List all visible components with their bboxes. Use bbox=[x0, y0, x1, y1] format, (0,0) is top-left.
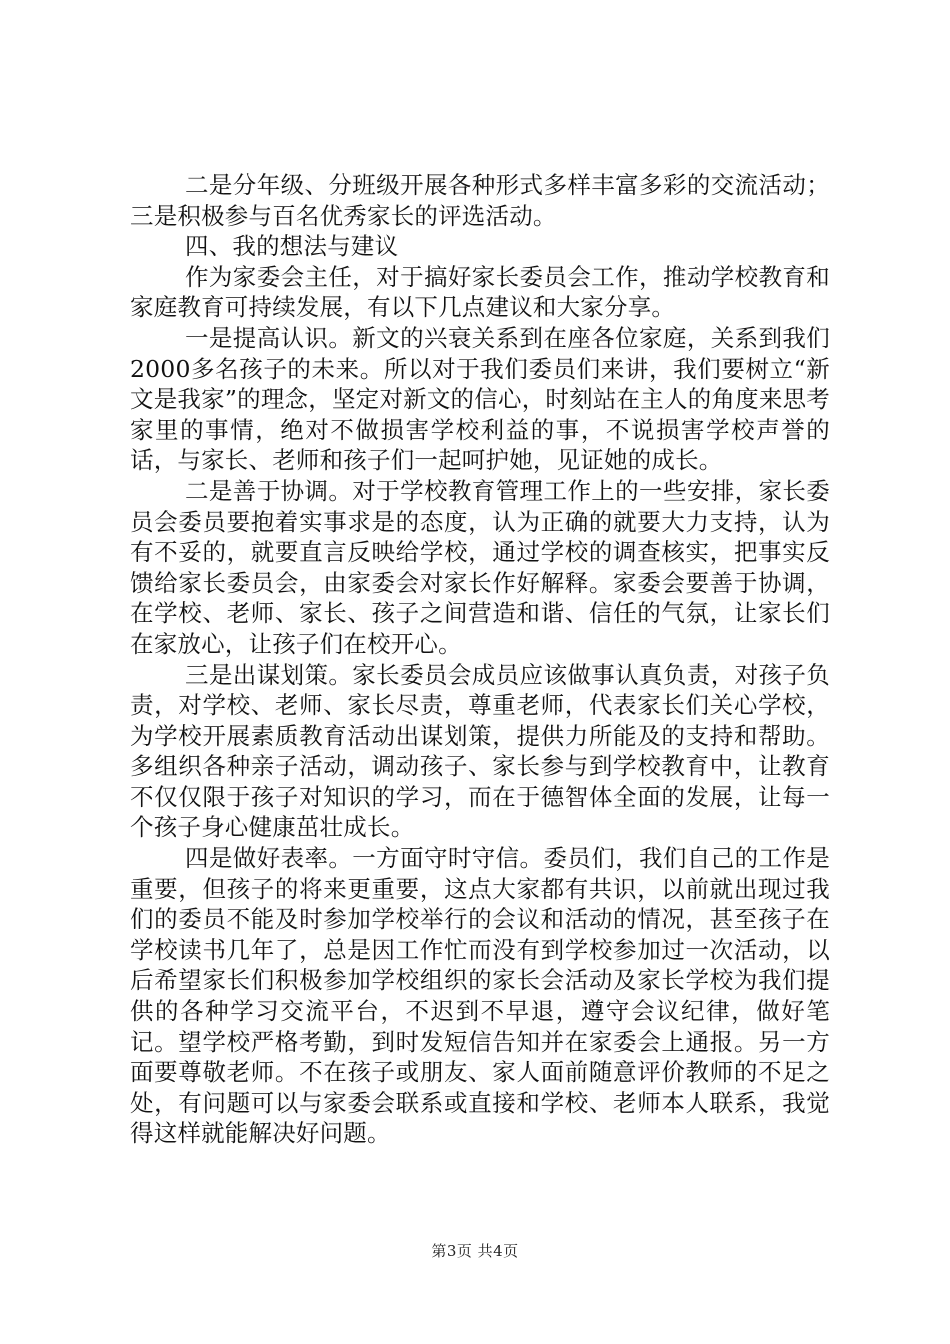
paragraph-point-one: 一是提高认识。新文的兴衰关系到在座各位家庭，关系到我们2000多名孩子的未来。所以对于我们委员们来讲，我们要树立“新文是我家”的理念，坚定对新文的信心，时刻站在主人的角度来思考家里的事情，绝对不做损害学校利益的事，不说损害学校声誉的话，与家长、老师和孩子们一起呵护她，见证她的成长。 bbox=[130, 323, 830, 475]
section-heading-suggestions: 四、我的想法与建议 bbox=[185, 232, 399, 261]
paragraph-intro: 作为家委会主任，对于搞好家长委员会工作，推动学校教育和家庭教育可持续发展，有以下几点建议和大家分享。 bbox=[130, 262, 830, 322]
document-body bbox=[130, 170, 830, 1149]
page-number: 第3页 共4页 bbox=[431, 1242, 519, 1260]
paragraph-point-two: 二是善于协调。对于学校教育管理工作上的一些安排，家长委员会委员要抱着实事求是的态度，认为正确的就要大力支持，认为有不妥的，就要直言反映给学校，通过学校的调查核实，把事实反馈给家长委员会，由家委会对家长作好解释。家委会要善于协调，在学校、老师、家长、孩子之间营造和谐、信任的气氛，让家长们在家放心，让孩子们在校开心。 bbox=[130, 476, 830, 658]
paragraph-point-three: 三是出谋划策。家长委员会成员应该做事认真负责，对孩子负责，对学校、老师、家长尽责，尊重老师，代表家长们关心学校，为学校开展素质教育活动出谋划策，提供力所能及的支持和帮助。多组织各种亲子活动，调动孩子、家长参与到学校教育中，让教育不仅仅限于孩子对知识的学习，而在于德智体全面的发展，让每一个孩子身心健康茁壮成长。 bbox=[130, 660, 830, 842]
paragraph-activities: 二是分年级、分班级开展各种形式多样丰富多彩的交流活动；三是积极参与百名优秀家长的评选活动。 bbox=[130, 171, 830, 230]
paragraph-point-four: 四是做好表率。一方面守时守信。委员们，我们自己的工作是重要，但孩子的将来更重要，这点大家都有共识，以前就出现过我们的委员不能及时参加学校举行的会议和活动的情况，甚至孩子在学校读书几年了，总是因工作忙而没有到学校参加过一次活动，以后希望家长们积极参加学校组织的家长会活动及家长学校为我们提供的各种学习交流平台，不迟到不早退，遵守会议纪律，做好笔记。望学校严格考勤，到时发短信告知并在家委会上通报。另一方面要尊敬老师。不在孩子或朋友、家人面前随意评价教师的不足之处，有问题可以与家委会联系或直接和学校、老师本人联系，我觉得这样就能解决好问题。 bbox=[130, 844, 830, 1148]
